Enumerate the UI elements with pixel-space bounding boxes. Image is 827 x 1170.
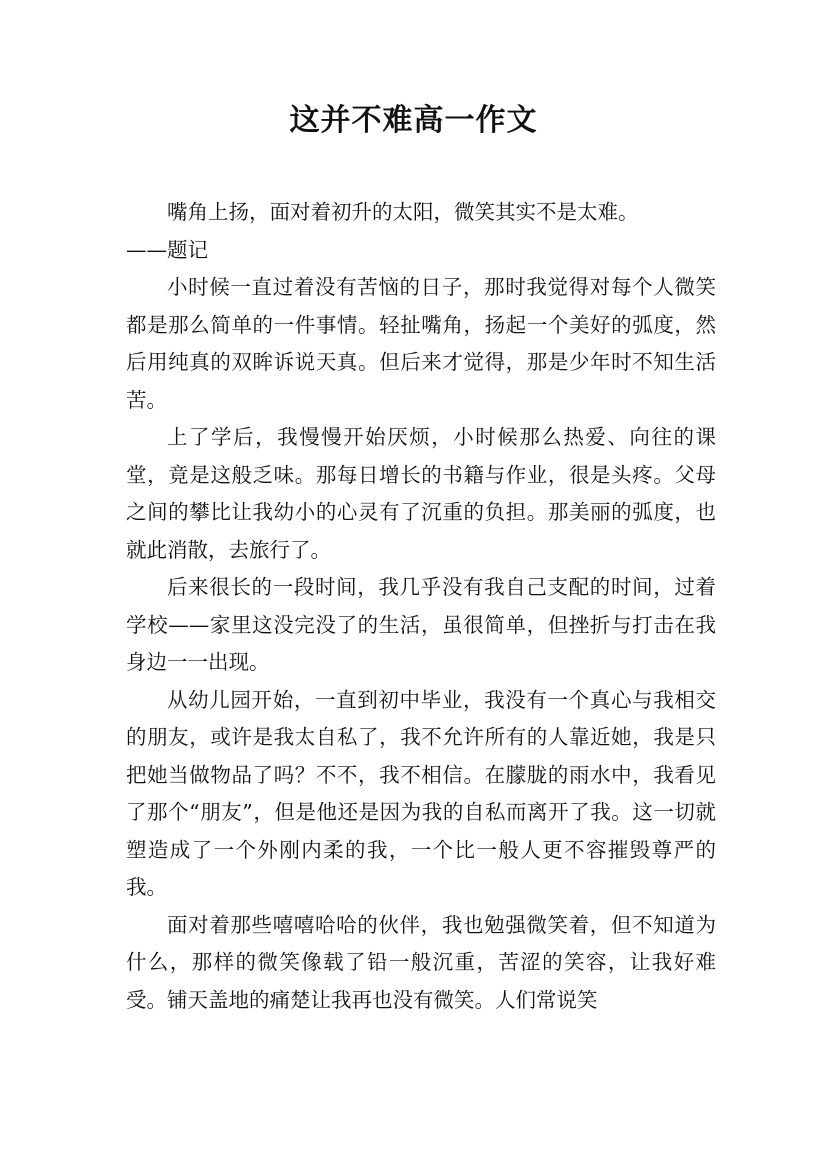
paragraph: 从幼儿园开始，一直到初中毕业，我没有一个真心与我相交的朋友，或许是我太自私了，我不允许所有的人靠近她，我是只把她当做物品了吗？不不，我不相信。在朦胧的雨水中，我看见了那个“朋友”，但是他还是因为我的自私而离开了我。这一切就塑造成了一个外刚内柔的我，一个比一般人更不容摧毁尊严的我。 <box>126 687 716 899</box>
paragraph: 小时候一直过着没有苦恼的日子，那时我觉得对每个人微笑都是那么简单的一件事情。轻扯嘴角，扬起一个美好的弧度，然后用纯真的双眸诉说天真。但后来才觉得，那是少年时不知生活苦。 <box>126 275 716 412</box>
epigraph: 嘴角上扬，面对着初升的太阳，微笑其实不是太难。 <box>167 200 639 224</box>
epigraph-attribution: ——题记 <box>126 237 208 262</box>
paragraph: 上了学后，我慢慢开始厌烦，小时候那么热爱、向往的课堂，竟是这般乏味。那每日增长的书籍与作业，很是头疼。父母之间的攀比让我幼小的心灵有了沉重的负担。那美丽的弧度，也就此消散，去旅行了。 <box>126 425 716 562</box>
paragraph: 面对着那些嘻嘻哈哈的伙伴，我也勉强微笑着，但不知道为什么，那样的微笑像载了铅一般沉重，苦涩的笑容，让我好难受。铺天盖地的痛楚让我再也没有微笑。人们常说笑 <box>126 912 716 1012</box>
paragraph: 后来很长的一段时间，我几乎没有我自己支配的时间，过着学校——家里这没完没了的生活，虽很简单，但挫折与打击在我身边一一出现。 <box>126 575 716 674</box>
document-title: 这并不难高一作文 <box>289 103 538 138</box>
document-body <box>126 194 716 1019</box>
